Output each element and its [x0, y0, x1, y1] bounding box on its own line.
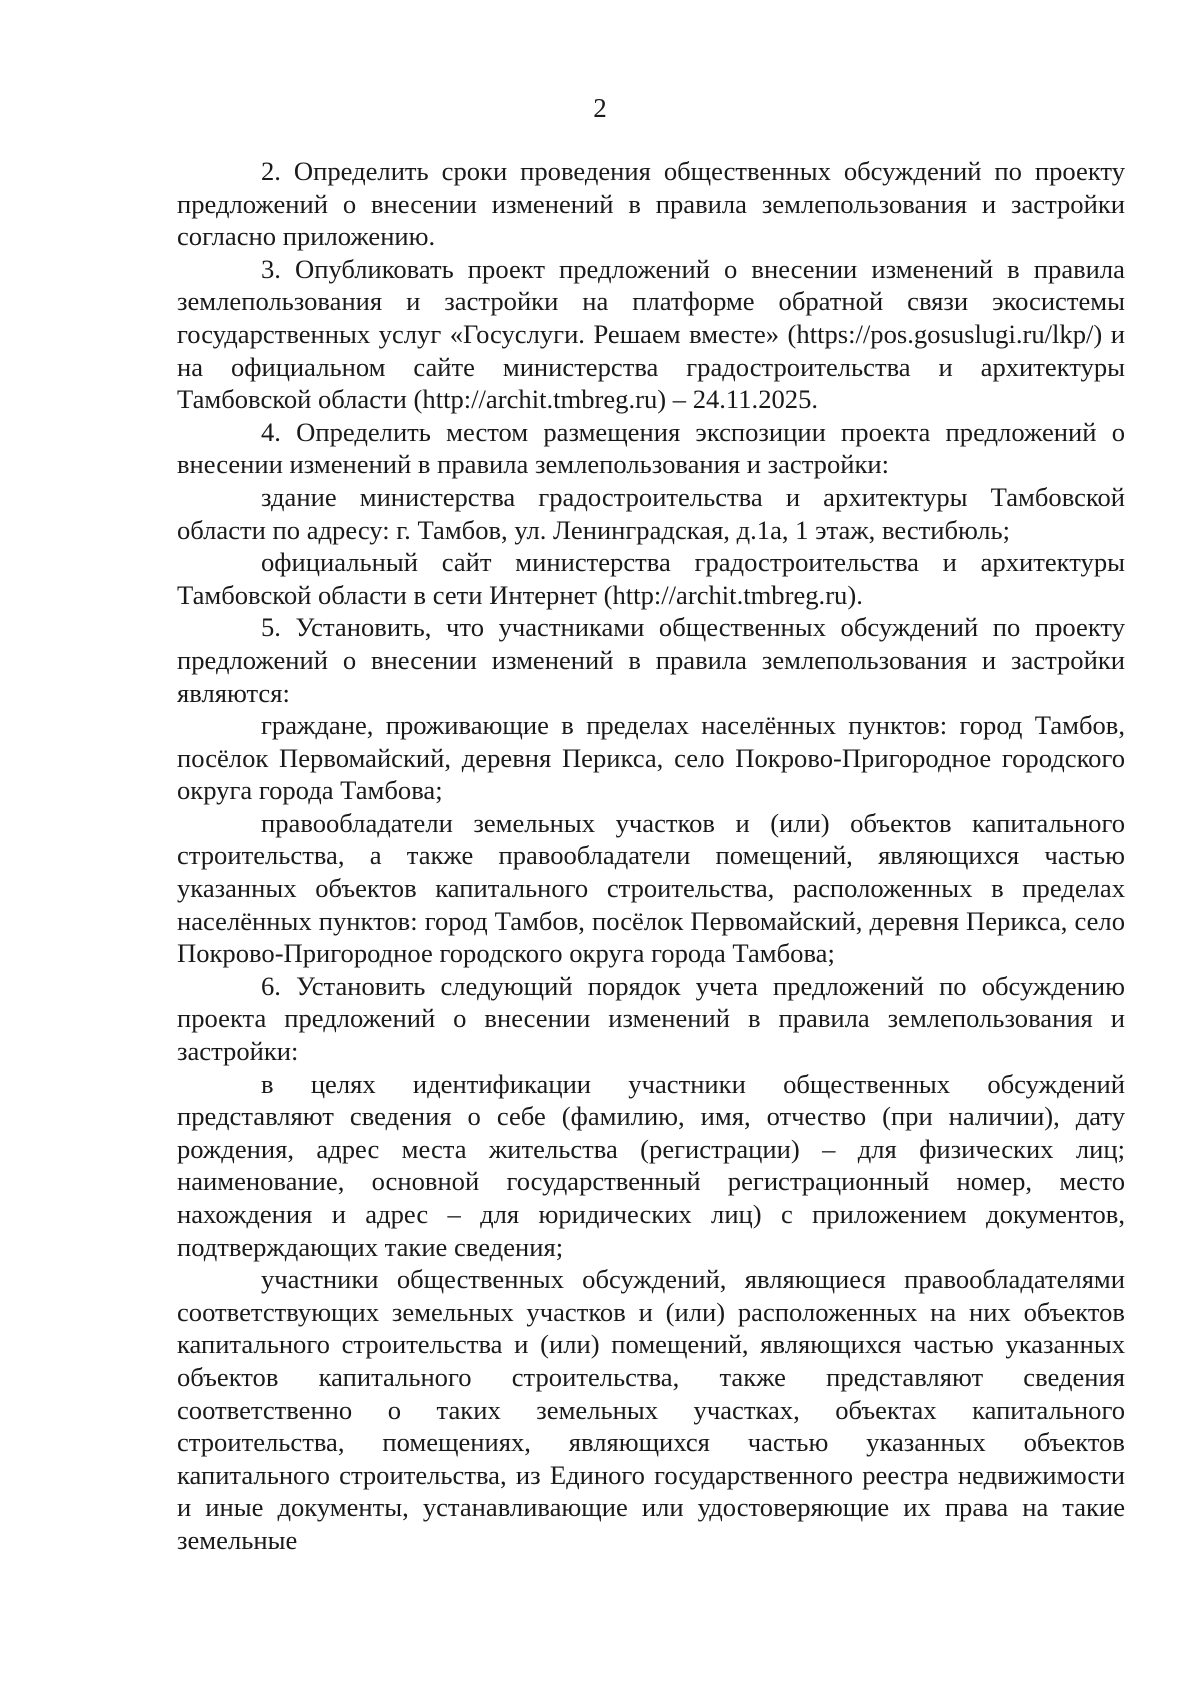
paragraph-exposition-building: здание министерства градостроительства и архитектуры Тамбовской области по адресу: г. Тамбов, ул. Ленинградская, д.1а, 1 этаж, вестибюль;: [177, 481, 1125, 545]
paragraph-6-procedure: 6. Установить следующий порядок учета предложений по обсуждению проекта предложений о внесении изменений в правила землепользования и застройки:: [177, 970, 1125, 1067]
paragraph-exposition-website: официальный сайт министерства градостроительства и архитектуры Тамбовской области в сети Интернет (http://archit.tmbreg.ru).: [177, 547, 1125, 610]
paragraph-participants-rightholders: правообладатели земельных участков и (или) объектов капитального строительства, а также правообладатели помещений, являющихся частью указанных объектов капитального строительства, расположенных в пределах населённых пунктов: город Тамбов, посёлок Первомайский, деревня Перикса, село Покрово-Пригородное городского округа города Тамбова;: [177, 807, 1125, 969]
paragraph-identification: в целях идентификации участники общественных обсуждений представляют сведения о себе (фамилию, имя, отчество (при наличии), дату рождения, адрес места жительства (регистрации) – для физических лиц; наименование, основной государственный регистрационный номер, место нахождения и адрес – для юридических лиц) с приложением документов, подтверждающих такие сведения;: [177, 1068, 1125, 1262]
paragraph-4-exposition: 4. Определить местом размещения экспозиции проекта предложений о внесении изменений в правила землепользования и застройки:: [177, 416, 1125, 480]
paragraph-rightholder-documents: участники общественных обсуждений, являющиеся правообладателями соответствующих земельных участков и (или) расположенных на них объектов капитального строительства и (или) помещений, являющихся частью указанных объектов капитального строительства, также представляют сведения соответственно о таких земельных участках, объектах капитального строительства, помещениях, являющихся частью указанных объектов капитального строительства, из Единого государственного реестра недвижимости и иные документы, устанавливающие или удостоверяющие их права на такие земельные: [177, 1264, 1125, 1555]
page-number: 2: [593, 93, 607, 123]
paragraph-3-publish: 3. Опубликовать проект предложений о внесении изменений в правила землепользования и застройки на платформе обратной связи экосистемы государственных услуг «Госуслуги. Решаем вместе» (https://pos.gosuslugi.ru/lkp/) и на официальном сайте министерства градостроительства и архитектуры Тамбовской области (http://archit.tmbreg.ru) – 24.11.2025.: [177, 253, 1125, 415]
paragraph-participants-citizens: граждане, проживающие в пределах населённых пунктов: город Тамбов, посёлок Первомайский, деревня Перикса, село Покрово-Пригородное городского округа города Тамбова;: [177, 710, 1125, 806]
document-body: [177, 155, 1125, 1557]
paragraph-5-participants: 5. Установить, что участниками общественных обсуждений по проекту предложений о внесении изменений в правила землепользования и застройки являются:: [177, 612, 1125, 708]
paragraph-2-deadlines: 2. Определить сроки проведения общественных обсуждений по проекту предложений о внесении изменений в правила землепользования и застройки согласно приложению.: [177, 156, 1125, 252]
